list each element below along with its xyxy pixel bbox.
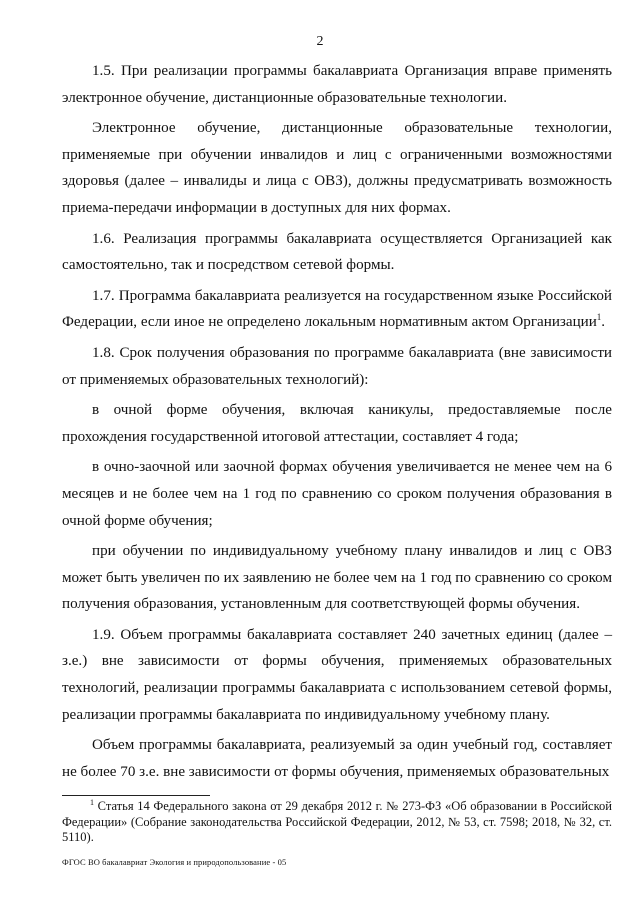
footnote-text: Статья 14 Федерального закона от 29 декабря 2012 г. № 273-ФЗ «Об образовании в Российской Федерации» (Собрание законодательства Российской Федерации, 2012, № 53, ст. 7598; 2018, № 32, ст. 5110). — [62, 799, 612, 845]
footnote — [62, 799, 612, 846]
paragraph-1-5: 1.5. При реализации программы бакалавриата Организация вправе применять электронное обучение, дистанционные образовательные технологии. — [62, 63, 612, 106]
paragraph-1-7: 1.7. Программа бакалавриата реализуется на государственном языке Российской Федерации, если иное не определено локальным нормативным актом Организации$^1$. — [62, 287, 612, 331]
page-footer: ФГОС ВО бакалавриат Экология и природопользование - 05 — [62, 857, 287, 867]
paragraph-1-7-text: 1.7. Программа бакалавриата реализуется на государственном языке Российской Федерации, если иное не определено локальным нормативным актом Организации — [62, 287, 612, 331]
paragraph-distance-learning: Электронное обучение, дистанционные образовательные технологии, применяемые при обучении инвалидов и лиц с ограниченными возможностями здоровья (далее – инвалиды и лица с ОВЗ), должны предусматривать возможность приема-передачи информации в доступных для них формах. — [62, 120, 612, 216]
document-body — [62, 58, 612, 789]
paragraph-full-time: в очной форме обучения, включая каникулы, предоставляемые после прохождения государственной итоговой аттестации, составляет 4 года; — [62, 402, 612, 445]
paragraph-1-6: 1.6. Реализация программы бакалавриата осуществляется Организацией как самостоятельно, так и посредством сетевой формы. — [62, 230, 612, 274]
footnote-marker: 1 — [90, 797, 94, 807]
paragraph-annual-volume: Объем программы бакалавриата, реализуемый за один учебный год, составляет не более 70 з.е. вне зависимости от формы обучения, применяемых образовательных — [62, 737, 612, 780]
paragraph-1-8: 1.8. Срок получения образования по программе бакалавриата (вне зависимости от применяемых образовательных технологий): — [62, 344, 612, 388]
paragraph-part-time: в очно-заочной или заочной формах обучения увеличивается не менее чем на 6 месяцев и не более чем на 1 год по сравнению со сроком получения образования в очной форме обучения; — [62, 459, 612, 529]
footnote-separator — [62, 795, 210, 796]
paragraph-individual-plan: при обучении по индивидуальному учебному плану инвалидов и лиц с ОВЗ может быть увеличен по их заявлению не более чем на 1 год по сравнению со сроком получения образования, установленным для соответствующей формы обучения. — [62, 543, 612, 613]
page-number: 2 — [316, 34, 324, 49]
paragraph-1-9: 1.9. Объем программы бакалавриата составляет 240 зачетных единиц (далее – з.е.) вне зависимости от формы обучения, применяемых образовательных технологий, реализации программы бакалавриата с использованием сетевой формы, реализации программы бакалавриата по индивидуальному учебному плану. — [62, 626, 612, 723]
footnote-reference: 1 — [596, 312, 602, 323]
